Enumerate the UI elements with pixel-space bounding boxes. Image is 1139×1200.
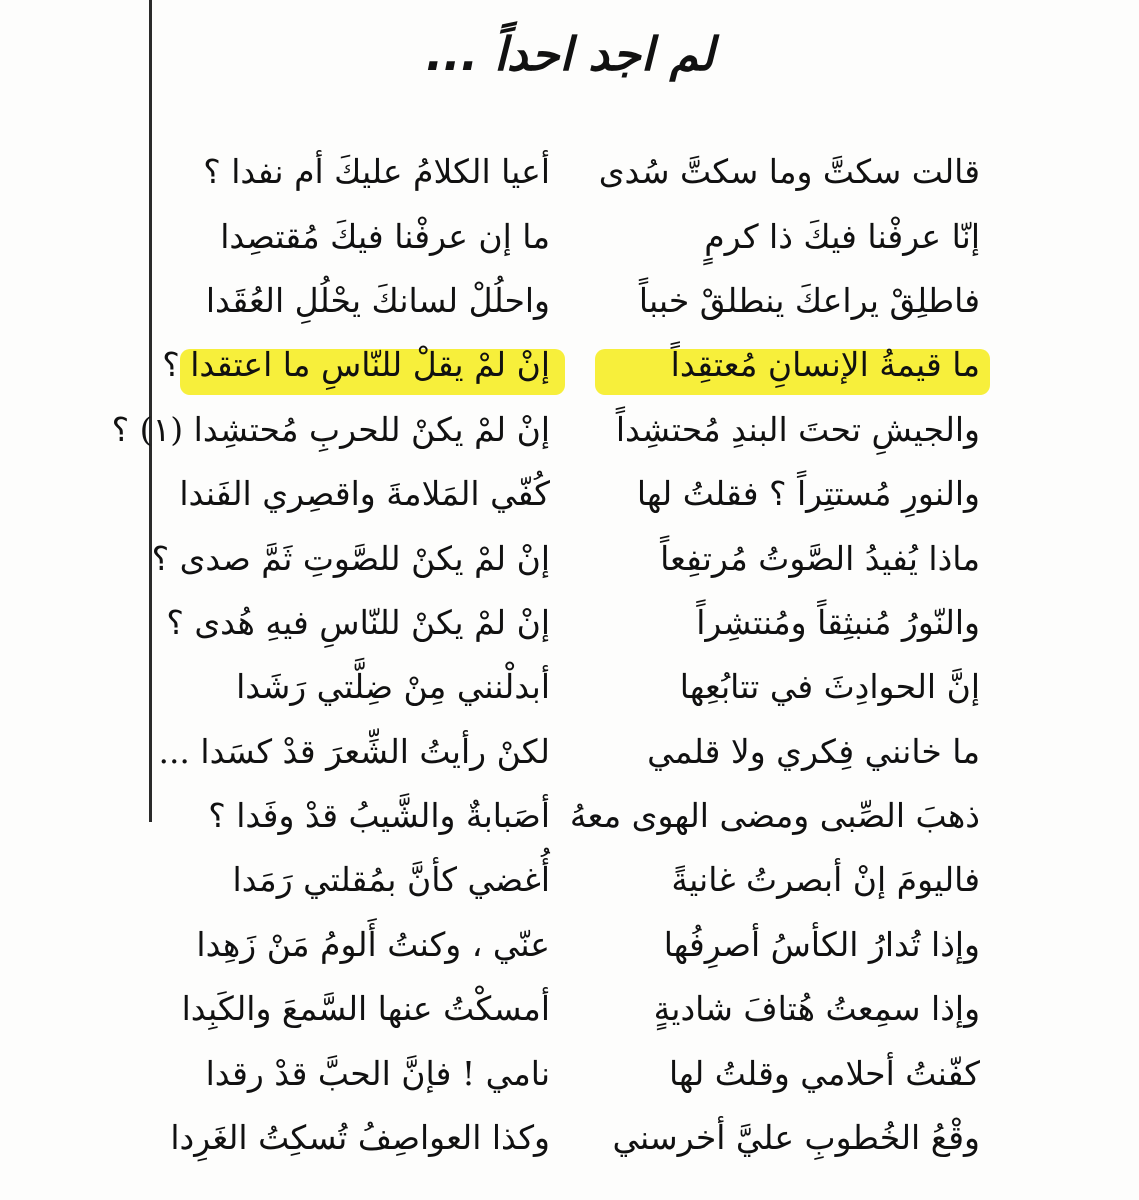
verse-line: [180, 204, 980, 268]
verse-first-hemistich: [615, 920, 980, 970]
verse-second-hemistich: [180, 276, 550, 326]
verse-line: [180, 462, 980, 526]
verse-line: [180, 269, 980, 333]
verse-line: [180, 848, 980, 912]
hemistich-text: ذهبَ الصِّبى ومضى الهوى معهُ: [569, 796, 980, 836]
hemistich-text: إنّا عرفْنا فيكَ ذا كرمٍ: [704, 216, 980, 256]
verse-second-hemistich: [151, 534, 550, 584]
verse-first-hemistich: [598, 147, 980, 197]
hemistich-text: واحلُلْ لسانكَ يحْلُلِ العُقَدا: [205, 280, 550, 320]
verse-first-hemistich: [615, 855, 980, 905]
verse-second-hemistich: [180, 920, 550, 970]
verse-line: [170, 1106, 980, 1170]
hemistich-text: أعيا الكلامُ عليكَ أم نفدا ؟: [203, 152, 550, 192]
verse-first-hemistich: [615, 598, 980, 648]
verse-line: [180, 977, 980, 1041]
verse-line: [158, 720, 980, 784]
verse-first-hemistich: [615, 340, 980, 390]
hemistich-text: نامي ! فإنَّ الحبَّ قدْ رقدا: [205, 1053, 550, 1093]
verse-line: [111, 398, 980, 462]
hemistich-text: كُفّي المَلامةَ واقصِري الفَندا: [179, 474, 550, 514]
hemistich-text: إنْ لمْ يكنْ للصَّوتِ ثَمَّ صدى ؟: [151, 538, 550, 578]
verse-line: [180, 913, 980, 977]
hemistich-text: وإذا تُدارُ الكأسُ أصرِفُها: [663, 924, 980, 964]
hemistich-text: وكذا العواصِفُ تُسكِتُ الغَرِدا: [170, 1118, 550, 1158]
hemistich-text: ما خانني فِكري ولا قلمي: [647, 731, 980, 771]
verse-second-hemistich: [180, 662, 550, 712]
verse-line: [180, 655, 980, 719]
verse-first-hemistich: [615, 469, 980, 519]
verse-second-hemistich: [158, 727, 550, 777]
verse-line: [166, 591, 980, 655]
hemistich-text: والجيشِ تحتَ البندِ مُحتشِداً: [615, 409, 980, 449]
verse-first-hemistich: [569, 791, 980, 841]
verse-first-hemistich: [615, 534, 980, 584]
verse-second-hemistich: [180, 855, 550, 905]
hemistich-text: أبدلْنني مِنْ ضِلَّتي رَشَدا: [236, 667, 550, 707]
verse-first-hemistich: [615, 1049, 980, 1099]
verse-second-hemistich: [180, 469, 550, 519]
hemistich-text: قالت سكتَّ وما سكتَّ سُدى: [598, 152, 980, 192]
verse-second-hemistich: [170, 1113, 550, 1163]
hemistich-text: ماذا يُفيدُ الصَّوتُ مُرتفِعاً: [660, 538, 980, 578]
verse-second-hemistich: [111, 405, 550, 455]
hemistich-text: إنْ لمْ يكنْ للنّاسِ فيهِ هُدى ؟: [166, 602, 550, 642]
verse-second-hemistich: [180, 984, 550, 1034]
verse-first-hemistich: [615, 984, 980, 1034]
hemistich-text: أمسكْتُ عنها السَّمعَ والكَبِدا: [181, 989, 550, 1029]
verse-first-hemistich: [615, 662, 980, 712]
hemistich-text: أصَبابةٌ والشَّيبُ قدْ وفَدا ؟: [208, 796, 550, 836]
verse-first-hemistich: [612, 1113, 980, 1163]
verse-second-hemistich: [180, 791, 550, 841]
verse-second-hemistich: [180, 147, 550, 197]
hemistich-text: إنْ لمْ يكنْ للحربِ مُحتشِدا (١) ؟: [111, 409, 550, 449]
hemistich-text: لكنْ رأيتُ الشِّعرَ قدْ كسَدا ...: [158, 731, 550, 771]
hemistich-text: أُغضي كأنَّ بمُقلتي رَمَدا: [232, 860, 550, 900]
verse-line: [180, 1041, 980, 1105]
hemistich-text: عنّي ، وكنتُ أَلومُ مَنْ زَهِدا: [196, 924, 550, 964]
verse-first-hemistich: [615, 405, 980, 455]
poem-title: لم اجد احداً ...: [425, 27, 715, 81]
hemistich-text: والنّورُ مُنبثِقاً ومُنتشِراً: [696, 602, 980, 642]
verse-line: [151, 526, 980, 590]
hemistich-text: إنَّ الحوادِثَ في تتابُعِها: [679, 667, 980, 707]
verse-line: [162, 333, 980, 397]
verse-first-hemistich: [615, 212, 980, 262]
hemistich-text: وقْعُ الخُطوبِ عليَّ أخرسني: [612, 1118, 980, 1158]
hemistich-text: وإذا سمِعتُ هُتافَ شاديةٍ: [653, 989, 980, 1029]
verse-line: [180, 140, 980, 204]
hemistich-text: كفّنتُ أحلامي وقلتُ لها: [668, 1053, 980, 1093]
hemistich-text: ما قيمةُ الإنسانِ مُعتقِداً: [670, 345, 980, 385]
verse-second-hemistich: [180, 212, 550, 262]
verse-second-hemistich: [166, 598, 550, 648]
hemistich-text: فاطلِقْ يراعكَ ينطلقْ خبباً: [638, 280, 980, 320]
poem-body: [111, 140, 980, 1170]
verse-line: [180, 784, 980, 848]
verse-second-hemistich: [162, 340, 550, 390]
hemistich-text: ما إن عرفْنا فيكَ مُقتصِدا: [220, 216, 550, 256]
verse-first-hemistich: [615, 727, 980, 777]
hemistich-text: إنْ لمْ يقلْ للنّاسِ ما اعتقدا ؟: [162, 345, 550, 385]
verse-first-hemistich: [615, 276, 980, 326]
hemistich-text: فاليومَ إنْ أبصرتُ غانيةً: [671, 860, 980, 900]
verse-second-hemistich: [180, 1049, 550, 1099]
hemistich-text: والنورِ مُستتِراً ؟ فقلتُ لها: [636, 474, 980, 514]
